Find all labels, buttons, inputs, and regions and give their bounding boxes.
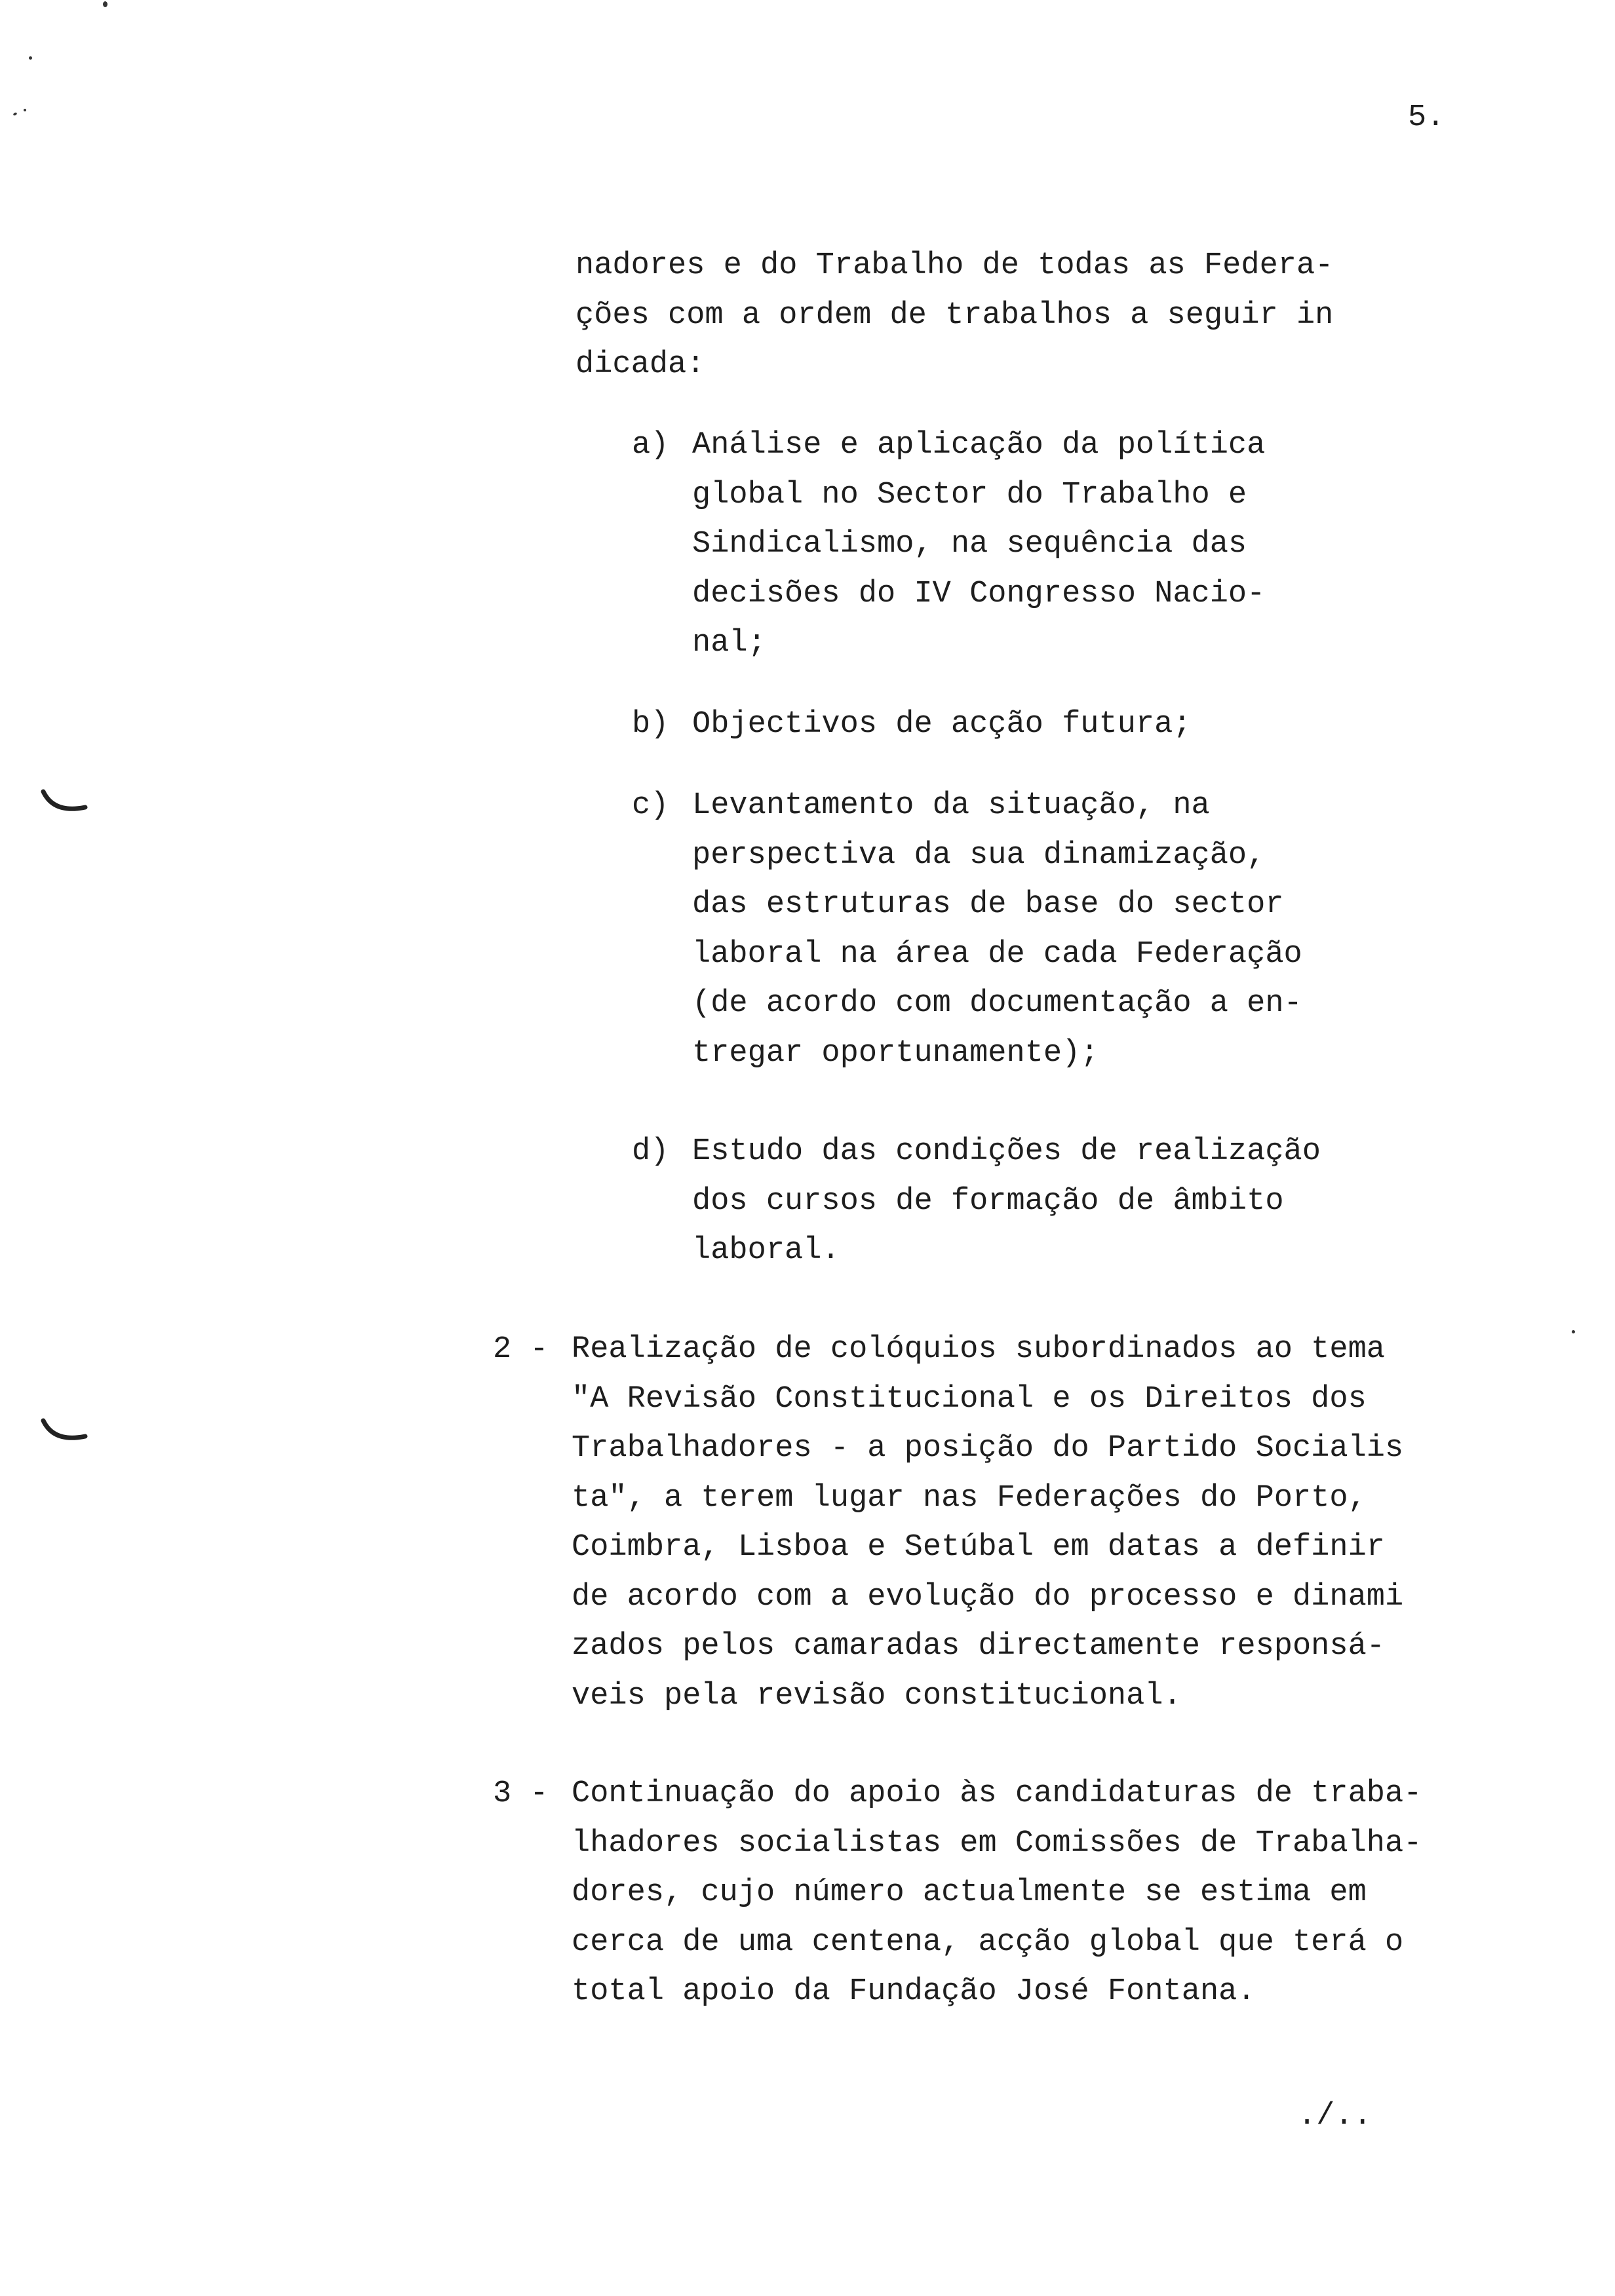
scan-speck [12, 112, 17, 116]
sub-item-b-text [692, 700, 1192, 750]
sub-item-a-line: Sindicalismo, na sequência das [692, 527, 1247, 562]
sub-item-c-line: Levantamento da situação, na [692, 788, 1210, 823]
sub-item-a-line: decisões do IV Congresso Nacio- [692, 576, 1266, 611]
sub-item-c-line: (de acordo com documentação a en- [692, 986, 1302, 1021]
margin-mark-icon [39, 1415, 92, 1455]
intro-paragraph [575, 241, 1333, 390]
item-3-line: total apoio da Fundação José Fontana. [572, 1974, 1256, 2009]
sub-item-d-line: dos cursos de formação de âmbito [692, 1183, 1284, 1219]
sub-item-d-line: Estudo das condições de realização [692, 1134, 1321, 1169]
scan-speck [24, 109, 26, 111]
margin-mark-icon [39, 786, 92, 826]
item-2-text [572, 1325, 1403, 1721]
item-2-line: Realização de colóquios subordinados ao tema [572, 1332, 1386, 1367]
item-2-line: veis pela revisão constitucional. [572, 1678, 1182, 1713]
sub-item-a-line: global no Sector do Trabalho e [692, 477, 1247, 512]
item-2-line: zados pelos camaradas directamente responsá- [572, 1629, 1386, 1664]
sub-item-a-line: nal; [692, 626, 766, 660]
item-2-line: "A Revisão Constitucional e os Direitos dos [572, 1381, 1367, 1417]
sub-item-a-label: a) [632, 428, 669, 463]
item-2-line: de acordo com a evolução do processo e dinami [572, 1579, 1404, 1615]
sub-item-c-text [692, 781, 1302, 1078]
item-2-line: ta", a terem lugar nas Federações do Porto, [572, 1480, 1367, 1516]
sub-item-c-line: das estruturas de base do sector [692, 887, 1284, 922]
sub-item-d-label: d) [632, 1134, 669, 1169]
page-number: 5. [1408, 100, 1445, 135]
sub-item-c-line: tregar oportunamente); [692, 1035, 1099, 1071]
continuation-mark: ./.. [1298, 2099, 1372, 2133]
item-3-line: cerca de uma centena, acção global que terá o [572, 1924, 1404, 1960]
item-2-label: 2 - [493, 1332, 549, 1367]
sub-item-c-label: c) [632, 788, 669, 823]
item-3-line: lhadores socialistas em Comissões de Trabalha- [572, 1826, 1422, 1861]
intro-line: dicada: [575, 347, 705, 382]
sub-item-c-line: perspectiva da sua dinamização, [692, 837, 1266, 873]
sub-item-a-line: Análise e aplicação da política [692, 428, 1266, 463]
intro-line: ções com a ordem de trabalhos a seguir in [575, 297, 1334, 333]
item-3-line: dores, cujo número actualmente se estima em [572, 1875, 1367, 1910]
item-2-line: Coimbra, Lisboa e Setúbal em datas a definir [572, 1530, 1386, 1565]
scan-speck [1572, 1330, 1575, 1333]
item-3-label: 3 - [493, 1776, 549, 1811]
sub-item-a-text [692, 421, 1265, 668]
sub-item-c-line: laboral na área de cada Federação [692, 936, 1302, 972]
item-3-text [572, 1769, 1422, 2017]
sub-item-d-text [692, 1127, 1321, 1276]
sub-item-b-line: Objectivos de acção futura; [692, 707, 1192, 742]
scan-speck [29, 56, 32, 60]
item-3-line: Continuação do apoio às candidaturas de traba- [572, 1776, 1422, 1811]
intro-line: nadores e do Trabalho de todas as Federa- [575, 248, 1334, 283]
scan-speck [103, 1, 107, 7]
sub-item-b-label: b) [632, 707, 669, 742]
item-2-line: Trabalhadores - a posição do Partido Socialis [572, 1431, 1404, 1466]
sub-item-d-line: laboral. [692, 1233, 840, 1268]
